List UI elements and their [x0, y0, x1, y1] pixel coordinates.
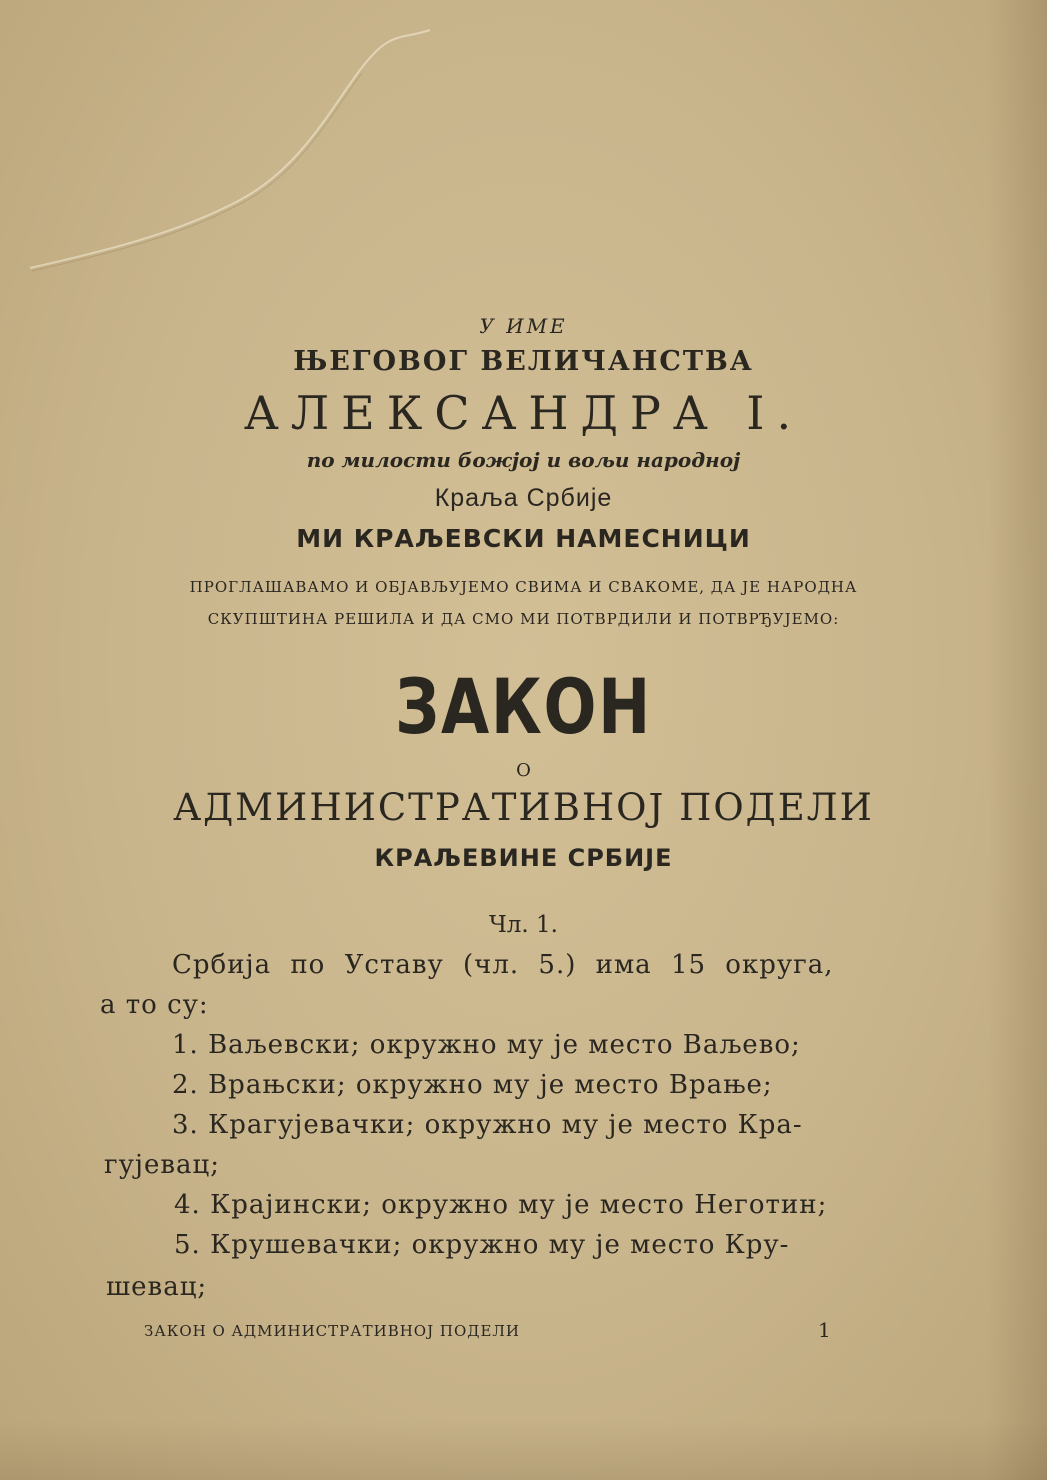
- article-line: 4. Крајински; окружно му је место Неготин;: [174, 1190, 828, 1220]
- majesty-line: ЊЕГОВОГ ВЕЛИЧАНСТВА: [293, 346, 754, 377]
- article-label: Чл. 1.: [489, 912, 558, 938]
- law-title: ЗАКОН: [395, 662, 652, 751]
- law-title-preposition: О: [516, 760, 531, 781]
- law-subject: АДМИНИСТРАТИВНОЈ ПОДЕЛИ: [173, 786, 874, 829]
- regents-line: МИ КРАЉЕВСКИ НАМЕСНИЦИ: [296, 524, 751, 553]
- proclamation-line-2: СКУПШТИНА РЕШИЛА И ДА СМО МИ ПОТВРДИЛИ И ПОТВРЂУЈЕМО:: [207, 610, 840, 628]
- article-line: 3. Крагујевачки; окружно му је место Кра-: [172, 1110, 803, 1140]
- running-footer-title: ЗАКОН О АДМИНИСТРАТИВНОЈ ПОДЕЛИ: [144, 1322, 521, 1340]
- article-line: а то су:: [100, 990, 209, 1020]
- article-line: 5. Крушевачки; окружно му је место Кру-: [174, 1230, 790, 1260]
- article-line: 1. Ваљевски; окружно му је место Ваљево;: [172, 1030, 801, 1060]
- article-line: Србија по Уставу (чл. 5.) има 15 округа,: [172, 950, 834, 980]
- page-number: 1: [818, 1318, 831, 1342]
- article-line: гујевац;: [104, 1150, 220, 1180]
- page-edge-shadow-right: [987, 0, 1047, 1480]
- proclamation-line-1: ПРОГЛАШАВАМО И ОБЈАВЉУЈЕМО СВИМА И СВАКОМЕ, ДА ЈЕ НАРОДНА: [189, 578, 858, 596]
- paper-crease: [0, 0, 1047, 300]
- law-kingdom: КРАЉЕВИНЕ СРБИЈЕ: [374, 844, 673, 872]
- article-line: 2. Врањски; окружно му је место Врање;: [172, 1070, 773, 1100]
- invocation-line: У ИМЕ: [479, 314, 568, 338]
- grace-line: по милости божјој и вољи народној: [306, 448, 741, 472]
- article-line: шевац;: [106, 1272, 208, 1302]
- page-edge-shadow-bottom: [0, 1420, 1047, 1480]
- king-name: АЛЕКСАНДРА I.: [243, 386, 804, 440]
- king-of-serbia-line: Краља Србије: [434, 484, 613, 512]
